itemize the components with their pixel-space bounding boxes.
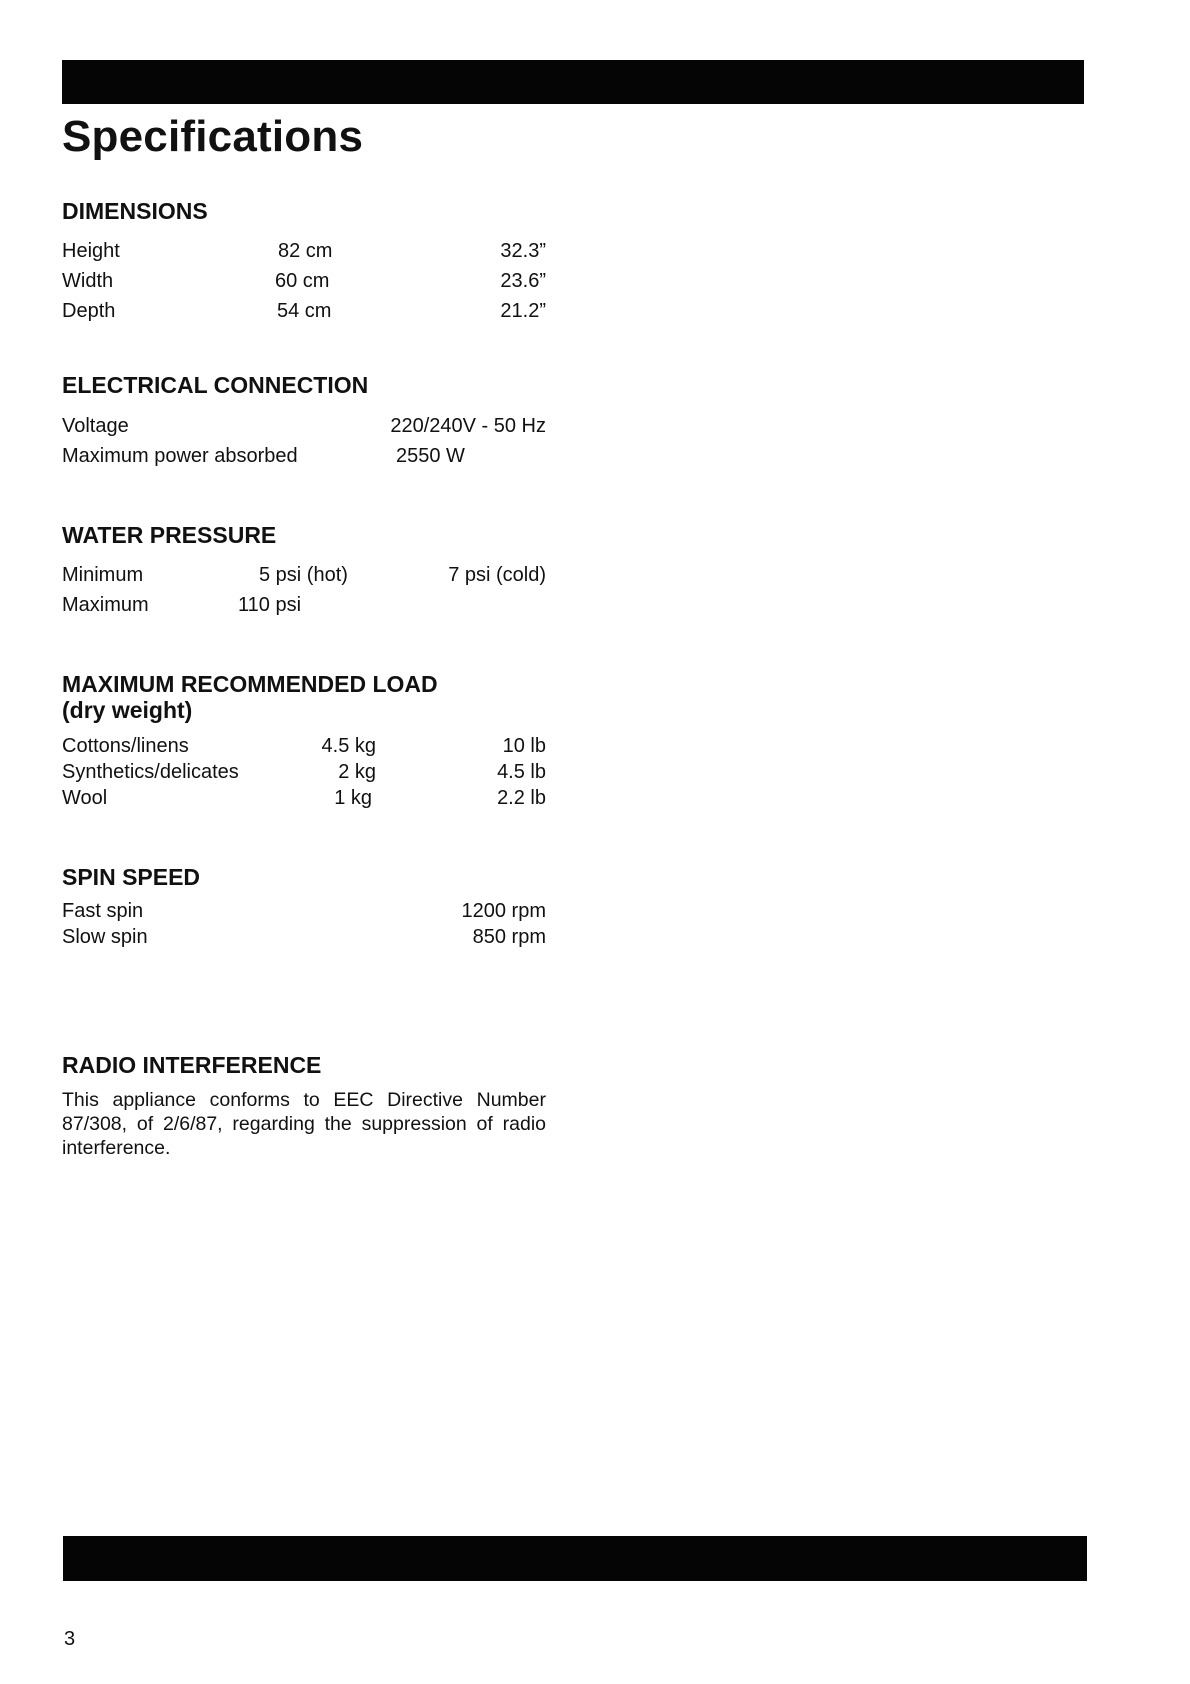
dimension-row-width — [62, 266, 546, 296]
spin-row-slow — [62, 924, 546, 950]
row-label: Maximum power absorbed — [62, 445, 298, 467]
electrical-section — [62, 372, 546, 471]
water-pressure-section — [62, 522, 546, 620]
row-kg-value: 1 kg — [334, 787, 372, 809]
row-lb-value: 10 lb — [502, 735, 546, 757]
row-label: Minimum — [62, 564, 144, 586]
electrical-row-voltage — [62, 411, 546, 441]
row-label: Voltage — [62, 415, 129, 437]
row-imperial-value: 23.6” — [500, 270, 546, 292]
header-bar — [62, 60, 1084, 104]
row-imperial-value: 21.2” — [500, 300, 546, 322]
row-lb-value: 4.5 lb — [497, 761, 546, 783]
row-metric-value: 54 cm — [277, 300, 332, 322]
row-kg-value: 4.5 kg — [321, 735, 376, 757]
spin-speed-section — [62, 864, 546, 950]
row-metric-value: 82 cm — [278, 240, 333, 262]
dimensions-section — [62, 198, 546, 326]
load-row-cottons — [62, 733, 546, 759]
section-heading: SPIN SPEED — [62, 864, 201, 890]
water-pressure-row-minimum — [62, 560, 546, 590]
radio-section — [62, 1052, 546, 1160]
section-heading: ELECTRICAL CONNECTION — [62, 372, 369, 398]
row-cold-value: 7 psi (cold) — [448, 564, 546, 586]
row-hot-value: 5 psi (hot) — [259, 564, 348, 586]
row-value: 2550 W — [396, 445, 465, 467]
row-value: 1200 rpm — [461, 900, 546, 922]
footer-bar — [63, 1536, 1087, 1581]
row-label: Maximum — [62, 594, 149, 616]
row-label: Fast spin — [62, 900, 144, 922]
dimension-row-height — [62, 236, 546, 266]
electrical-row-power — [62, 441, 546, 471]
row-label: Slow spin — [62, 926, 148, 948]
max-load-section — [62, 671, 546, 811]
section-heading: WATER PRESSURE — [62, 522, 277, 548]
row-label: Cottons/linens — [62, 735, 189, 757]
section-heading: RADIO INTERFERENCE — [62, 1052, 322, 1078]
section-heading: DIMENSIONS — [62, 198, 208, 224]
water-pressure-row-maximum — [62, 590, 546, 620]
load-row-synthetics — [62, 759, 546, 785]
row-kg-value: 2 kg — [338, 761, 376, 783]
row-imperial-value: 32.3” — [500, 240, 546, 262]
row-value: 850 rpm — [472, 926, 546, 948]
dimension-row-depth — [62, 296, 546, 326]
row-label: Height — [62, 240, 120, 262]
row-label: Wool — [62, 787, 108, 809]
row-lb-value: 2.2 lb — [497, 787, 546, 809]
row-metric-value: 60 cm — [275, 270, 330, 292]
section-heading: MAXIMUM RECOMMENDED LOAD — [62, 671, 438, 697]
spin-row-fast — [62, 898, 546, 924]
row-value: 220/240V - 50 Hz — [390, 415, 546, 437]
section-subheading: (dry weight) — [62, 697, 193, 723]
page-title: Specifications — [62, 112, 364, 161]
row-label: Synthetics/delicates — [62, 761, 239, 783]
page-number: 3 — [64, 1628, 76, 1650]
radio-paragraph: This appliance conforms to EEC Directive Number 87/308, of 2/6/87, regarding the suppression of radio interference. — [62, 1089, 546, 1159]
row-label: Depth — [62, 300, 116, 322]
row-value: 110 psi — [238, 594, 302, 616]
load-row-wool — [62, 785, 546, 811]
row-label: Width — [62, 270, 114, 292]
